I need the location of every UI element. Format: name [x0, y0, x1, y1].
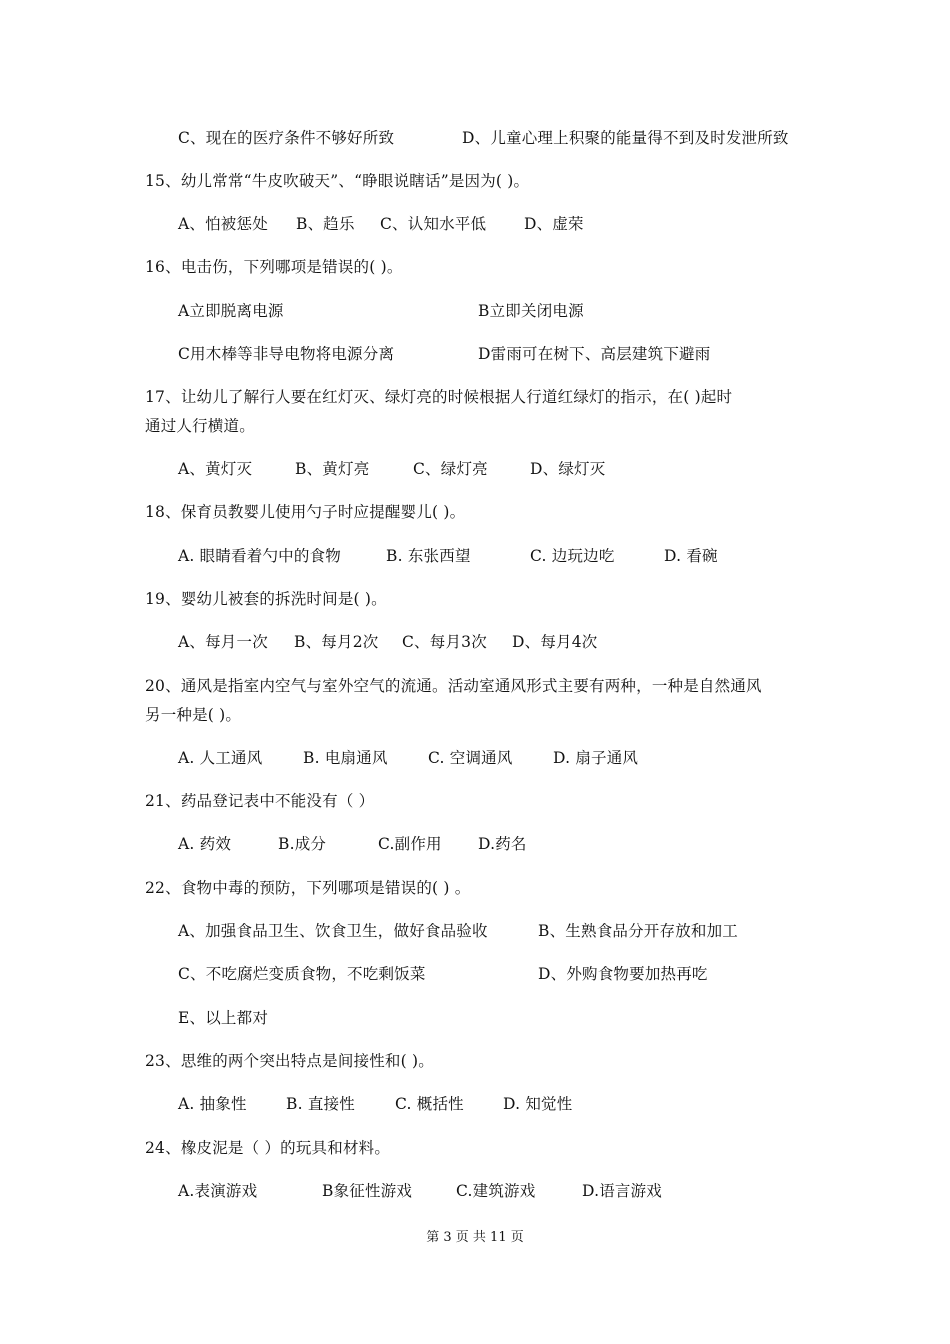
- q19-option-c: C、每月3次: [402, 633, 487, 651]
- q22-option-e: E、以上都对: [178, 1009, 269, 1027]
- q24-stem: 24、橡皮泥是（ ）的玩具和材料。: [145, 1139, 391, 1157]
- q16-option-b: B立即关闭电源: [478, 302, 584, 320]
- q20-option-b: B. 电扇通风: [303, 749, 388, 767]
- q16-option-c: C用木棒等非导电物将电源分离: [178, 345, 395, 363]
- q21-option-d: D.药名: [478, 835, 527, 853]
- q24-option-b: B象征性游戏: [322, 1182, 413, 1200]
- q20-option-c: C. 空调通风: [428, 749, 513, 767]
- q22-option-c: C、不吃腐烂变质食物，不吃剩饭菜: [178, 965, 426, 983]
- q23-stem: 23、思维的两个突出特点是间接性和( )。: [145, 1052, 434, 1070]
- q17-stem-line1: 17、让幼儿了解行人要在红灯灭、绿灯亮的时候根据人行道红绿灯的指示，在( )起时: [145, 388, 733, 406]
- q23-option-d: D. 知觉性: [503, 1095, 573, 1113]
- q23-options: [178, 1094, 572, 1114]
- q20-option-d: D. 扇子通风: [553, 749, 639, 767]
- q24-option-d: D.语言游戏: [582, 1182, 663, 1200]
- q17-option-a: A、黄灯灭: [178, 460, 253, 478]
- q18-option-b: B. 东张西望: [386, 547, 471, 565]
- q24-options: [178, 1181, 662, 1201]
- q14-option-c: C、现在的医疗条件不够好所致: [178, 129, 395, 147]
- q23-option-b: B. 直接性: [286, 1095, 355, 1113]
- q20-stem-line2: 另一种是( )。: [145, 706, 242, 724]
- q24-option-c: C.建筑游戏: [456, 1182, 536, 1200]
- q14-option-d: D、儿童心理上积聚的能量得不到及时发泄所致: [462, 129, 789, 147]
- q19-option-b: B、每月2次: [294, 633, 379, 651]
- q20-stem-line1: 20、通风是指室内空气与室外空气的流通。活动室通风形式主要有两种，一种是自然通风: [145, 677, 762, 695]
- q15-option-d: D、虚荣: [524, 215, 584, 233]
- q22-option-a: A、加强食品卫生、饮食卫生，做好食品验收: [178, 922, 488, 940]
- q17-options: [178, 459, 605, 479]
- q15-option-a: A、怕被惩处: [178, 215, 268, 233]
- q18-option-d: D. 看碗: [664, 547, 718, 565]
- page-footer: 第 3 页 共 11 页: [426, 1230, 524, 1245]
- q20-options: [178, 748, 638, 768]
- q21-option-b: B.成分: [278, 835, 327, 853]
- q16-stem: 16、电击伤，下列哪项是错误的( )。: [145, 258, 403, 276]
- q17-stem-line2: 通过人行横道。: [145, 417, 255, 435]
- q20-option-a: A. 人工通风: [178, 749, 263, 767]
- q22-stem: 22、食物中毒的预防，下列哪项是错误的( ) 。: [145, 879, 471, 897]
- q15-option-b: B、趋乐: [296, 215, 355, 233]
- q23-option-a: A. 抽象性: [178, 1095, 247, 1113]
- q22-option-b: B、生熟食品分开存放和加工: [538, 922, 738, 940]
- q18-options: [178, 546, 718, 566]
- q17-option-c: C、绿灯亮: [413, 460, 488, 478]
- q16-option-a: A立即脱离电源: [178, 302, 284, 320]
- q19-stem: 19、婴幼儿被套的拆洗时间是( )。: [145, 590, 387, 608]
- q15-option-c: C、认知水平低: [380, 215, 487, 233]
- q18-option-a: A. 眼睛看着勺中的食物: [178, 547, 341, 565]
- q21-option-c: C.副作用: [378, 835, 442, 853]
- q24-option-a: A.表演游戏: [178, 1182, 258, 1200]
- q18-stem: 18、保育员教婴儿使用勺子时应提醒婴儿( )。: [145, 503, 466, 521]
- q17-option-b: B、黄灯亮: [295, 460, 370, 478]
- q19-options: [178, 632, 598, 652]
- q18-option-c: C. 边玩边吃: [530, 547, 615, 565]
- q19-option-a: A、每月一次: [178, 633, 268, 651]
- q16-option-d: D雷雨可在树下、高层建筑下避雨: [478, 345, 711, 363]
- q21-options: [178, 834, 527, 854]
- q15-options: [178, 214, 584, 234]
- q19-option-d: D、每月4次: [512, 633, 598, 651]
- q21-option-a: A. 药效: [178, 835, 232, 853]
- q23-option-c: C. 概括性: [395, 1095, 464, 1113]
- q22-option-d: D、外购食物要加热再吃: [538, 965, 708, 983]
- q17-option-d: D、绿灯灭: [530, 460, 606, 478]
- q15-stem: 15、幼儿常常“牛皮吹破天”、“睁眼说瞎话”是因为( )。: [145, 172, 530, 190]
- q21-stem: 21、药品登记表中不能没有（ ）: [145, 792, 375, 810]
